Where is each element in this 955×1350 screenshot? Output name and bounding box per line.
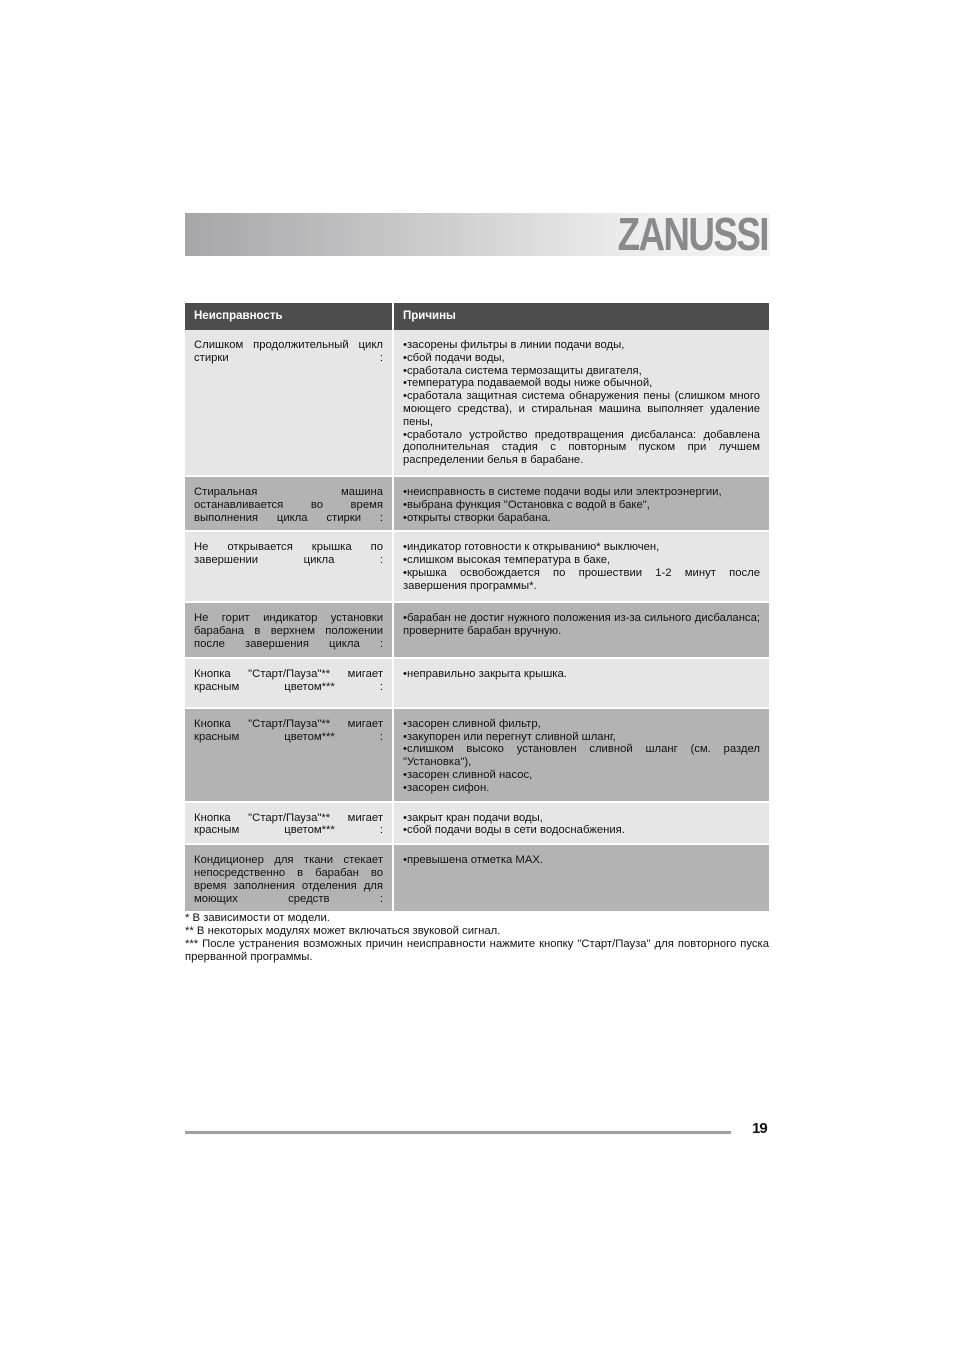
cause-item: •слишком высокая температура в баке, — [403, 554, 611, 567]
cause-item: •крышка освобождается по прошествии 1-2 минут после завершения программы*. — [403, 566, 760, 592]
footnote: *** После устранения возможных причин неисправности нажмите кнопку "Старт/Пауза" для повторного пуска прерванной программы. — [185, 938, 769, 963]
footnotes — [185, 912, 769, 964]
table-row — [185, 708, 769, 802]
cause-item: •засорен сливной фильтр, — [403, 717, 541, 730]
cause-item: •засорены фильтры в линии подачи воды, — [403, 339, 625, 351]
cause-item: •закупорен или перегнут сливной шланг, — [403, 730, 616, 743]
cause-item: •слишком высоко установлен сливной шланг (см. раздел "Установка"), — [403, 743, 760, 769]
problem-text: Не горит индикатор установки барабана в верхнем положении после завершения цикла : — [194, 612, 383, 650]
problem-cell — [185, 802, 393, 845]
cause-item: •открыты створки барабана. — [403, 511, 551, 524]
troubleshooting-table — [185, 303, 769, 911]
problem-text: Кнопка "Старт/Пауза"** мигает красным цветом*** : — [194, 717, 383, 743]
cause-item: •засорен сифон. — [403, 781, 490, 794]
table-row — [185, 602, 769, 657]
table-row — [185, 531, 769, 602]
cause-item: •засорен сливной насос, — [403, 768, 533, 781]
problem-cell — [185, 476, 393, 531]
problem-text: Кнопка "Старт/Пауза"** мигает красным цветом*** : — [194, 667, 383, 693]
problem-cell — [185, 658, 393, 708]
cause-item: •закрыт кран подачи воды, — [403, 811, 543, 824]
causes-cell — [393, 658, 769, 708]
cause-item: •сбой подачи воды в сети водоснабжения. — [403, 824, 625, 837]
cause-item: •сработало устройство предотвращения дисбаланса: добавлена дополнительная стадия с повторным пуском при лучшем распределении белья в барабане. — [403, 428, 760, 467]
table-row — [185, 476, 769, 531]
causes-cell — [393, 531, 769, 602]
cause-item: •неправильно закрыта крышка. — [403, 667, 567, 680]
problem-cell — [185, 602, 393, 657]
column-header-problem: Неисправность — [185, 303, 393, 330]
column-header-causes: Причины — [393, 303, 769, 330]
causes-cell — [393, 802, 769, 845]
cause-item: •индикатор готовности к открыванию* выключен, — [403, 541, 660, 554]
cause-item: •сбой подачи воды, — [403, 351, 505, 364]
problem-cell — [185, 330, 393, 476]
table-row — [185, 802, 769, 845]
cause-item: •температура подаваемой воды ниже обычной, — [403, 377, 653, 390]
header-banner — [185, 208, 770, 260]
footnote: * В зависимости от модели. — [185, 912, 330, 924]
problem-text: Кондиционер для ткани стекает непосредственно в барабан во время заполнения отделения для моющих средств : — [194, 854, 383, 905]
cause-item: •выбрана функция "Остановка с водой в баке", — [403, 498, 650, 511]
problem-text: Кнопка "Старт/Пауза"** мигает красным цветом*** : — [194, 811, 383, 837]
causes-cell — [393, 330, 769, 476]
cause-item: •сработала система термозащиты двигателя, — [403, 364, 642, 377]
table-row — [185, 330, 769, 476]
problem-text: Не открывается крышка по завершении цикла : — [194, 541, 383, 567]
cause-item: •барабан не достиг нужного положения из-за сильного дисбаланса; проверните барабан вручную. — [403, 612, 760, 638]
problem-text: Слишком продолжительный цикл стирки : — [194, 339, 383, 364]
zanussi-logo: ZANUSSI — [617, 208, 768, 260]
causes-cell — [393, 708, 769, 802]
problem-cell — [185, 531, 393, 602]
causes-cell — [393, 602, 769, 657]
footer-rule — [185, 1131, 731, 1134]
table-row — [185, 658, 769, 708]
causes-cell — [393, 844, 769, 911]
table-row — [185, 844, 769, 911]
cause-item: •сработала защитная система обнаружения пены (слишком много моющего средства), и стиральная машина выполняет удаление пены, — [403, 390, 760, 428]
problem-cell — [185, 844, 393, 911]
footnote: ** В некоторых модулях может включаться звуковой сигнал. — [185, 925, 501, 937]
problem-text: Стиральная машина останавливается во время выполнения цикла стирки : — [194, 486, 383, 524]
page-number: 19 — [752, 1120, 767, 1137]
cause-item: •превышена отметка MAX. — [403, 854, 544, 867]
causes-cell — [393, 476, 769, 531]
cause-item: •неисправность в системе подачи воды или электроэнергии, — [403, 486, 722, 498]
problem-cell — [185, 708, 393, 802]
